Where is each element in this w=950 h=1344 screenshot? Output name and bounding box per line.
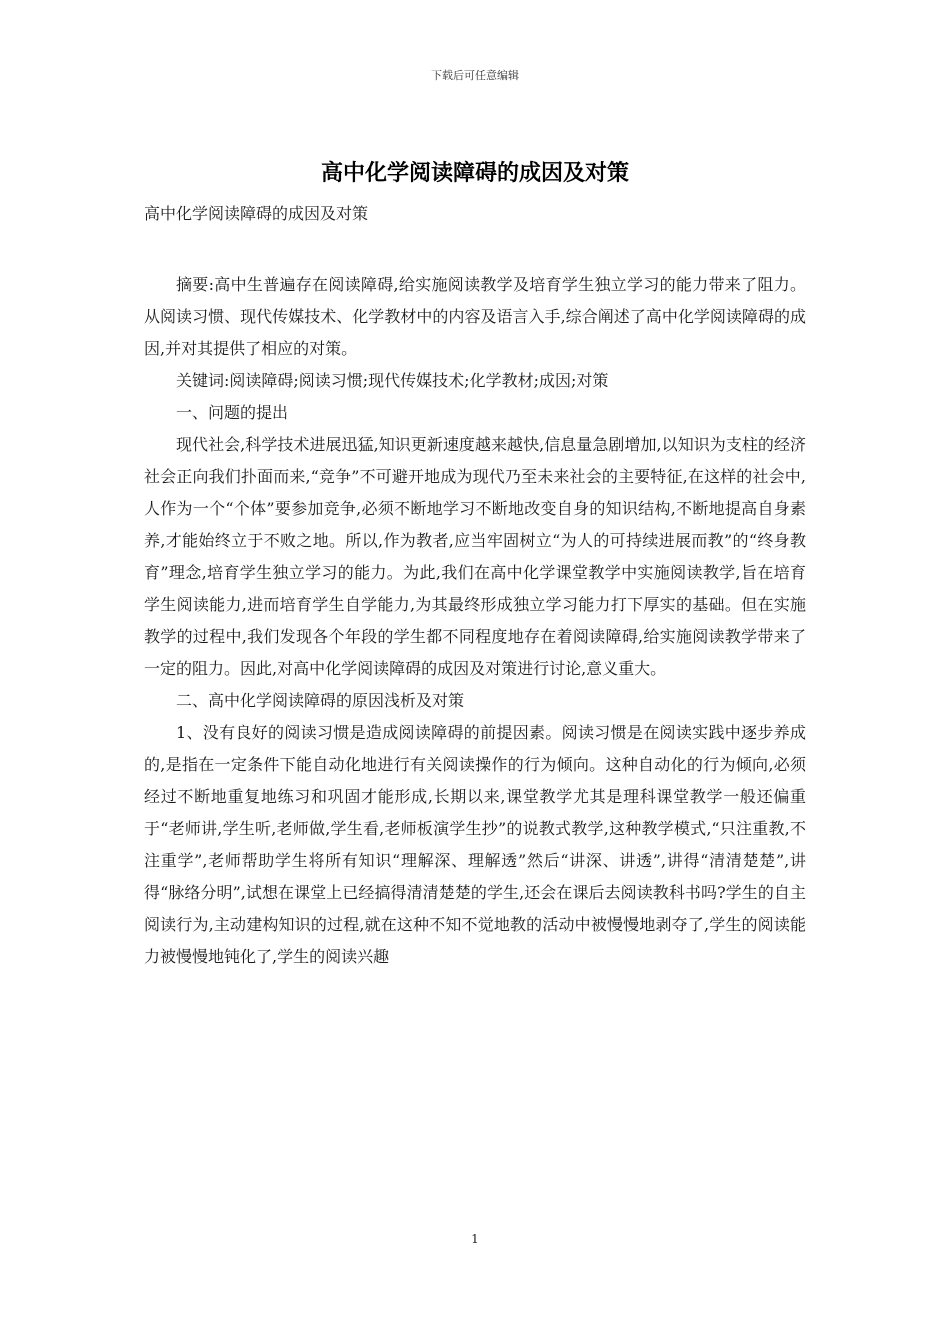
body-paragraph: 现代社会,科学技术进展迅猛,知识更新速度越来越快,信息量急剧增加,以知识为支柱的经济社会正向我们扑面而来,“竞争”不可避开地成为现代乃至未来社会的主要特征,在这样的社会中,人作为一个“个体”要参加竞争,必须不断地学习不断地改变自身的知识结构,不断地提高自身素养,才能始终立于不败之地。所以,作为教者,应当牢固树立“为人的可持续进展而教”的“终身教育”理念,培育学生独立学习的能力。为此,我们在高中化学课堂教学中实施阅读教学,旨在培育学生阅读能力,进而培育学生自学能力,为其最终形成独立学习能力打下厚实的基础。但在实施教学的过程中,我们发现各个年段的学生都不同程度地存在着阅读障碍,给实施阅读教学带来了一定的阻力。因此,对高中化学阅读障碍的成因及对策进行讨论,意义重大。 — [144, 435, 806, 678]
header-note: 下载后可任意编辑 — [431, 69, 519, 82]
abstract-paragraph: 摘要:高中生普遍存在阅读障碍,给实施阅读教学及培育学生独立学习的能力带来了阻力。从阅读习惯、现代传媒技术、化学教材中的内容及语言入手,综合阐述了高中化学阅读障碍的成因,并对其提供了相应的对策。 — [144, 275, 806, 358]
section-heading-2: 二、高中化学阅读障碍的原因浅析及对策 — [176, 691, 465, 710]
document-title: 高中化学阅读障碍的成因及对策 — [320, 160, 629, 186]
page-number: 1 — [471, 1232, 479, 1246]
document-body — [144, 269, 806, 973]
section-heading-1: 一、问题的提出 — [176, 403, 289, 422]
document-subtitle: 高中化学阅读障碍的成因及对策 — [144, 204, 369, 223]
body-paragraph: 1、没有良好的阅读习惯是造成阅读障碍的前提因素。阅读习惯是在阅读实践中逐步养成的,是指在一定条件下能自动化地进行有关阅读操作的行为倾向。这种自动化的行为倾向,必须经过不断地重复地练习和巩固才能形成,长期以来,课堂教学尤其是理科课堂教学一般还偏重于“老师讲,学生听,老师做,学生看,老师板演学生抄”的说教式教学,这种教学模式,“只注重教,不注重学”,老师帮助学生将所有知识“理解深、理解透”然后“讲深、讲透”,讲得“清清楚楚”,讲得“脉络分明”,试想在课堂上已经搞得清清楚楚的学生,还会在课后去阅读教科书吗?学生的自主阅读行为,主动建构知识的过程,就在这种不知不觉地教的活动中被慢慢地剥夺了,学生的阅读能力被慢慢地钝化了,学生的阅读兴趣 — [144, 723, 806, 966]
keywords-paragraph: 关键词:阅读障碍;阅读习惯;现代传媒技术;化学教材;成因;对策 — [176, 371, 609, 390]
